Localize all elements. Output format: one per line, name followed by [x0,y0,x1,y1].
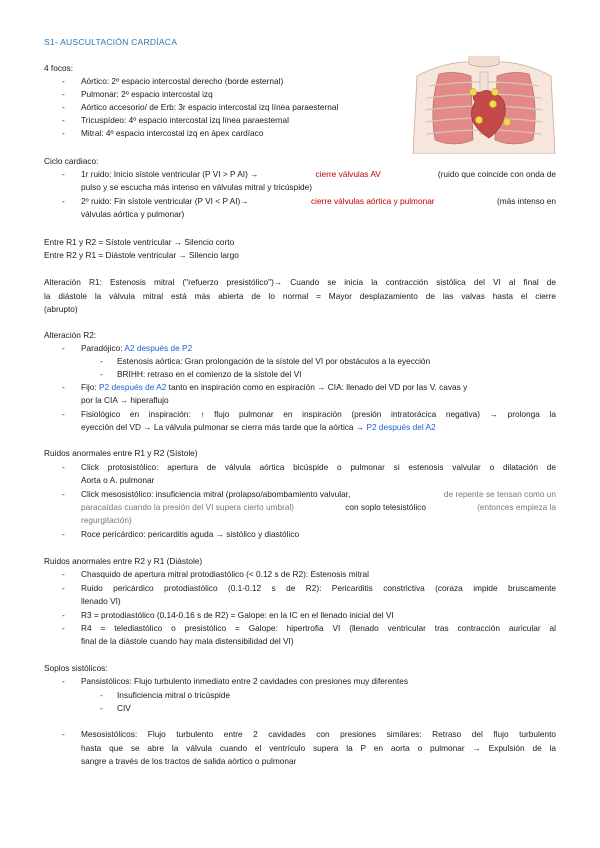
fisiologico-line2 [81,421,436,434]
paradojico-sub2: BRIHH: retraso en el comienzo de la sístole del VI [117,369,302,379]
click-proto-line2: Aorta o A. pulmonar [81,475,155,485]
click-proto-line1: Click protosistólico: apertura de válvula aórtica bicúspide o pulmonar si estenosis valvular o dilatación de [81,462,556,472]
bullet-dash: - [62,489,65,499]
click-meso-line3: regurgitación) [81,515,132,525]
click-meso-grey-3: (entonces empieza la [477,502,556,512]
bullet-dash: - [100,703,103,713]
click-meso-soplo: con soplo telesistólico [345,502,426,512]
foco-pulmonar: Pulmonar: 2º espacio intercostal izq [81,89,213,99]
r4-galope-line2: final de la diástole cuando hay mala distensibilidad del VI) [81,636,294,646]
bullet-dash: - [62,569,65,579]
alt-r2-heading: Alteración R2: [44,330,97,340]
pansistolicos: Pansistólicos: Flujo turbulento inmediato entre 2 cavidades con presiones muy diferentes [81,676,408,686]
soplos-heading: Soplos sistólicos: [44,663,108,673]
entre-r1-r2: Entre R1 y R2 = Sístole ventricular → Silencio corto [44,237,235,247]
fijo-continuation: por la CIA → hiperaflujo [81,395,169,405]
fisiologico-highlight: P2 después del A2 [366,422,436,432]
bullet-dash: - [62,128,65,138]
fisiologico-line1: Fisiológico en inspiración: ↑ flujo pulmonar en inspiración (presión intratorácica negativa) → prolonga la [81,409,556,419]
r1-text-b: (ruido que coincide con onda de [437,169,556,179]
bullet-dash: - [62,343,65,353]
bullet-dash: - [62,462,65,472]
click-meso-grey-2: paracaídas cuando la presión del VI supera cierto umbral) [81,502,295,512]
click-meso-line1 [81,488,556,501]
bullet-dash: - [62,623,65,633]
fijo-text: tanto en inspiración como en espiración → CIA: llenado del VD por las V. cavas y [168,382,468,392]
bullet-dash: - [100,356,103,366]
bullet-dash: - [100,690,103,700]
bullet-dash: - [62,76,65,86]
bullet-dash: - [100,369,103,379]
mesosistolicos-line2: hasta que se abre la válvula cuando el ventrículo supera la P en aorta o pulmonar → Expulsión de la [81,743,556,753]
bullet-dash: - [62,409,65,419]
bullet-dash: - [62,729,65,739]
fijo-label: Fijo: [81,382,97,392]
mesosistolicos-line1: Mesosistólicos: Flujo turbulento entre 2 cavidades con presiones similares: Retraso del flujo turbulento [81,729,556,739]
bullet-dash: - [62,676,65,686]
r1-continuation: pulso y se escucha más intenso en válvulas mitral y tricúspide) [81,182,313,192]
bullet-dash: - [62,583,65,593]
click-meso-line2 [81,501,556,514]
r2-text-a: 2º ruido: Fin sístole ventricular (P VI < P AI)→ [81,196,249,206]
roce-pericardico: Roce pericárdico: pericarditis aguda → sistólico y diastólico [81,529,300,539]
bullet-dash: - [62,196,65,206]
bullet-dash: - [62,382,65,392]
paradojico-label: Paradójico: [81,343,123,353]
alt-r1-line2: la diástole la válvula mitral está más abierta de lo normal = Mayor desplazamiento de las valvas hasta el cierre [44,291,556,301]
bullet-dash: - [62,115,65,125]
click-meso-text: Click mesosistólico: insuficiencia mitral (prolapso/abombamiento valvular, [81,489,351,499]
fijo-highlight: P2 después de A2 [99,382,167,392]
bullet-dash: - [62,89,65,99]
paradojico-sub1: Estenosis aórtica: Gran prolongación de la sístole del VI por obstáculos a la eyección [117,356,431,366]
chasquido: Chasquido de apertura mitral protodiastólico (< 0.12 s de R2): Estenosis mitral [81,569,369,579]
foco-tricuspideo: Tricuspídeo: 4º espacio intercostal izq línea paraesternal [81,115,289,125]
thorax-auscultation-image [409,56,559,154]
ciclo-heading: Ciclo cardiaco: [44,156,99,166]
focos-heading: 4 focos: [44,63,74,73]
foco-aortico: Aórtico: 2º espacio intercostal derecho (borde esternal) [81,76,284,86]
ruido-pericardico-line2: llenado VI) [81,596,121,606]
bullet-dash: - [62,610,65,620]
r2-highlight: cierre válvulas aórtica y pulmonar [310,196,435,206]
bullet-dash: - [62,529,65,539]
r1-line [81,168,556,181]
paradojico-line [81,342,192,355]
r1-text-a: 1r ruido: Inicio sístole ventricular (P VI > P AI) → [81,169,259,179]
bullet-dash: - [62,102,65,112]
fijo-line [81,381,556,394]
r4-galope-line1: R4 = telediastólico o presistólico = Galope: hipertrofia VI (llenado ventricular tras contracción auricular al [81,623,556,633]
pansistolicos-sub2: CIV [117,703,131,713]
click-meso-grey: de repente se tensan como un [443,489,556,499]
sistole-heading: Ruidos anormales entre R1 y R2 (Sístole) [44,448,198,458]
r2-line [81,195,556,208]
paradojico-highlight: A2 después de P2 [124,343,193,353]
entre-r2-r1: Entre R2 y R1 = Diástole ventricular → Silencio largo [44,250,239,260]
mesosistolicos-line3: sangre a través de los tractos de salida aórtico o pulmonar [81,756,297,766]
diastole-heading: Ruidos anormales entre R2 y R1 (Diástole) [44,556,203,566]
foco-mitral: Mitral: 4º espacio intercostal izq en ápex cardíaco [81,128,264,138]
r3-galope: R3 = protodiastólico (0.14-0.16 s de R2) = Galope: en la IC en el llenado inicial del VI [81,610,394,620]
r1-highlight: cierre válvulas AV [315,169,381,179]
fisiologico-text: eyección del VD → La válvula pulmonar se cierra más tarde que la aórtica → [81,422,365,432]
r2-continuation: válvulas aórtica y pulmonar) [81,209,185,219]
r2-text-b: (más intenso en [496,196,556,206]
page-title: S1- AUSCULTACIÓN CARDÍACA [44,37,178,47]
bullet-dash: - [62,169,65,179]
alt-r1-line1: Alteración R1: Estenosis mitral ("refuerzo presistólico")→ Cuando se inicia la contracción sistólica del VI al final de [44,277,556,287]
pansistolicos-sub1: Insuficiencia mitral o tricúspide [117,690,230,700]
alt-r1-line3: (abrupto) [44,304,78,314]
foco-erb: Aórtico accesorio/ de Erb: 3r espacio intercostal izq línea paraesternal [81,102,339,112]
ruido-pericardico-line1: Ruido pericárdico protodiastólico (0.1-0.12 s de R2): Pericarditis constrictiva (coraza impide bruscamente [81,583,556,593]
